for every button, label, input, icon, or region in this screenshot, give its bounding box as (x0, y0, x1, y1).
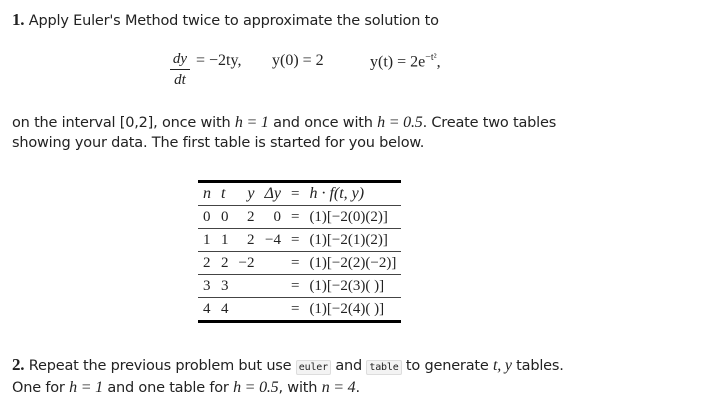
table-row (198, 298, 401, 322)
euler-table (198, 180, 401, 323)
cell: = (286, 206, 304, 229)
cell: = (286, 252, 304, 275)
table-row (198, 206, 401, 229)
text: and (330, 358, 367, 374)
cell: = (286, 275, 304, 298)
cell: (1)[−2(4)( )] (304, 298, 401, 322)
problem2-line2 (12, 379, 360, 397)
header-t: t (221, 185, 226, 202)
problem2-line1 (12, 355, 564, 375)
math-h1: h = 1 (234, 114, 269, 131)
cell: 1 (216, 229, 234, 252)
table-row (198, 275, 401, 298)
cell: = (286, 298, 304, 322)
cell: 0 (259, 206, 286, 229)
problem1-line3: showing your data. The first table is started for you below. (12, 135, 425, 151)
math-ty: t, y (493, 357, 512, 374)
text: on the interval [0,2], once with (12, 115, 235, 131)
text: Repeat the previous problem but use (24, 358, 296, 374)
table-row (198, 229, 401, 252)
cell: 3 (216, 275, 234, 298)
exact-punct: , (436, 53, 441, 71)
exact-base: y(t) = 2e (370, 53, 426, 71)
text: and one table for (102, 380, 234, 396)
text: . Create two tables (422, 115, 557, 131)
problem-number: 1. (12, 10, 25, 29)
cell (259, 275, 286, 298)
math-h2: h = 0.5 (233, 379, 279, 396)
initial-condition: y(0) = 2 (272, 52, 324, 69)
cell: (1)[−2(2)(−2)] (304, 252, 401, 275)
cell: 0 (198, 206, 216, 229)
cell: 2 (234, 206, 260, 229)
exact-solution (370, 52, 441, 71)
header-n: n (203, 185, 211, 202)
text: , with (278, 380, 322, 396)
header-dy: Δy (264, 185, 281, 202)
math-h2: h = 0.5 (377, 114, 423, 131)
header-expr: h · f(t, y) (309, 185, 365, 202)
text: One for (12, 380, 70, 396)
text: . (355, 380, 360, 396)
fraction-denominator: dt (174, 72, 186, 88)
cell: (1)[−2(0)(2)] (304, 206, 401, 229)
cell (259, 252, 286, 275)
header-eq: = (290, 185, 300, 202)
table-row (198, 252, 401, 275)
problem1-heading (12, 10, 439, 30)
problem-number: 2. (12, 355, 25, 374)
code-table: table (366, 360, 401, 375)
math-n: n = 4 (321, 379, 356, 396)
derivative-fraction (170, 50, 190, 89)
table-header (198, 182, 401, 206)
cell: (1)[−2(1)(2)] (304, 229, 401, 252)
exact-exponent: −t² (425, 52, 437, 63)
text: to generate (401, 358, 493, 374)
problem-text: Apply Euler's Method twice to approximate the solution to (28, 13, 439, 29)
code-euler: euler (296, 360, 331, 375)
cell: 4 (216, 298, 234, 322)
cell (259, 298, 286, 322)
ode-equation: = −2ty, (196, 52, 242, 69)
cell: 1 (198, 229, 216, 252)
cell: 2 (216, 252, 234, 275)
problem1-line2 (12, 114, 556, 132)
header-y: y (247, 185, 255, 202)
cell: 3 (198, 275, 216, 298)
text: and once with (268, 115, 378, 131)
cell: −2 (234, 252, 260, 275)
cell: 2 (234, 229, 260, 252)
math-h1: h = 1 (69, 379, 103, 396)
cell: (1)[−2(3)( )] (304, 275, 401, 298)
cell: 0 (216, 206, 234, 229)
fraction-numerator: dy (172, 51, 188, 67)
cell (234, 298, 260, 322)
cell: 2 (198, 252, 216, 275)
cell: 4 (198, 298, 216, 322)
cell: = (286, 229, 304, 252)
cell: −4 (259, 229, 286, 252)
cell (234, 275, 260, 298)
text: tables. (511, 358, 564, 374)
